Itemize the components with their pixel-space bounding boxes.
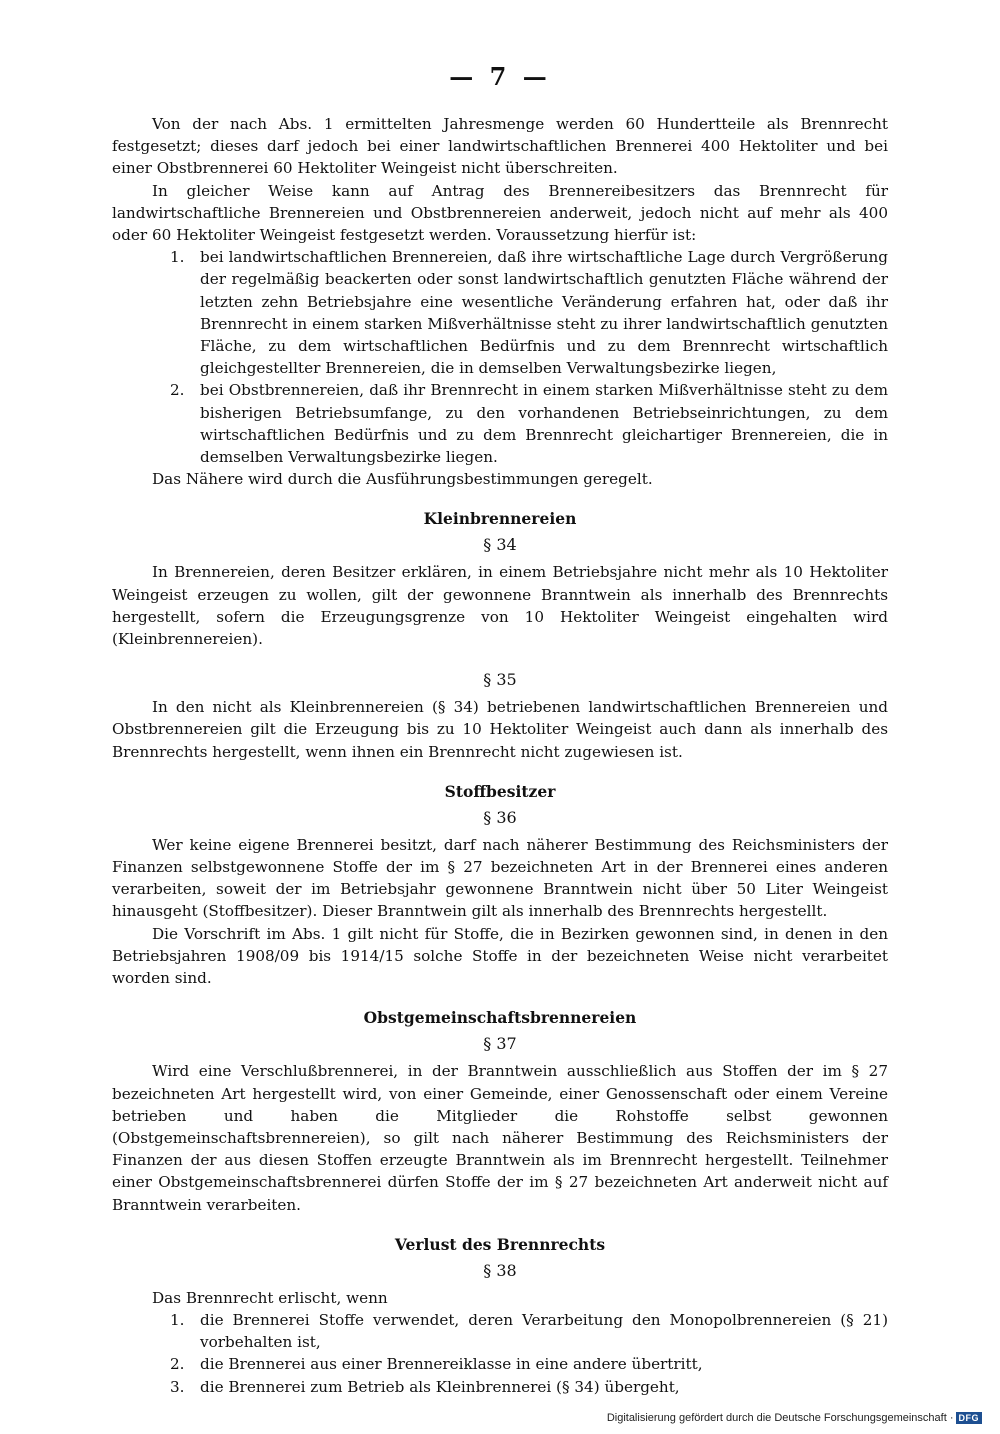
section-heading-kleinbrennereien: Kleinbrennereien [423,509,577,529]
list-item-text: die Brennerei zum Betrieb als Kleinbrennerei (§ 34) übergeht, [200,1377,680,1396]
list-item-number: 1. [170,248,185,267]
list-item-number: 2. [170,381,185,400]
page-number: — 7 — [449,62,551,91]
list-item-number: 3. [170,1377,185,1396]
paragraph-number-34: § 34 [483,535,517,555]
list-item [170,379,888,468]
list-item-text: bei Obstbrennereien, daß ihr Brennrecht in einem starken Mißverhältnisse steht zu dem bisherigen Betriebsumfange, zu den vorhandenen Betriebseinrichtungen, zu dem wirtschaftlichen Bedürfnis und zu dem Brennrecht gleichartiger Brennereien, die in demselben Verwaltungsbezirke liegen. [200,381,888,467]
section-36-text-2: Die Vorschrift im Abs. 1 gilt nicht für Stoffe, die in Bezirken gewonnen sind, in denen in den Betriebsjahren 1908/09 bis 1914/15 solche Stoffe in der bezeichneten Weise nicht verarbeitet worden sind. [112,924,888,988]
list-item [170,246,888,379]
document-page [112,62,888,1398]
intro-closing: Das Nähere wird durch die Ausführungsbestimmungen geregelt. [152,470,653,489]
digitization-footer [607,1412,982,1424]
section-heading-stoffbesitzer: Stoffbesitzer [444,781,556,801]
section-35-text: In den nicht als Kleinbrennereien (§ 34) betriebenen landwirtschaftlichen Brennereien und Obstbrennereien gilt die Erzeugung bis zu 10 Hektoliter Weingeist auch dann als innerhalb des Brennrechts hergestellt, wenn ihnen ein Brennrecht nicht zugewiesen ist. [112,698,888,761]
paragraph-number-37: § 37 [483,1034,517,1054]
section-heading-verlust-des-brennrechts: Verlust des Brennrechts [394,1234,606,1254]
paragraph-number-38: § 38 [483,1260,517,1280]
paragraph-number-36: § 36 [483,807,517,827]
section-36-text-1: Wer keine eigene Brennerei besitzt, darf nach näherer Bestimmung des Reichsministers der Finanzen selbstgewonnene Stoffe der im § 27 bezeichneten Art in der Brennerei eines anderen verarbeiten, soweit der im Betriebsjahr gewonnene Branntwein nicht über 50 Liter Weingeist hinausgeht (Stoffbesitzer). Dieser Branntwein gilt als innerhalb des Brennrechts hergestellt. [112,835,888,921]
section-38-list [112,1309,888,1398]
list-item [170,1353,888,1375]
list-item-text: bei landwirtschaftlichen Brennereien, daß ihre wirtschaftliche Lage durch Vergrößerung der regelmäßig beackerten oder sonst landwirtschaftlich genutzten Fläche während der letzten zehn Betriebsjahre eine wesentliche Veränderung erfahren hat, oder daß ihr Brennrecht in einem starken Mißverhältnisse steht zu ihrer landwirtschaftlich genutzten Fläche, zu dem wirtschaftlichen Bedürfnis und zu dem Brennrecht wirtschaftlich gleichgestellter Brennereien, die in demselben Verwaltungsbezirke liegen, [200,248,888,378]
paragraph-number-35: § 35 [483,670,517,690]
list-item [170,1309,888,1353]
footer-credit-text: Digitalisierung gefördert durch die Deutsche Forschungsgemeinschaft · [606,1412,954,1424]
section-38-intro: Das Brennrecht erlischt, wenn [152,1288,388,1307]
list-item-number: 1. [170,1310,185,1329]
list-item [170,1376,888,1398]
intro-paragraph-2: In gleicher Weise kann auf Antrag des Brennereibesitzers das Brennrecht für landwirtschaftliche Brennereien und Obstbrennereien anderweit, jedoch nicht auf mehr als 400 oder 60 Hektoliter Weingeist festgesetzt werden. Voraussetzung hierfür ist: [112,181,888,245]
list-item-number: 2. [170,1355,185,1374]
intro-paragraph-1: Von der nach Abs. 1 ermittelten Jahresmenge werden 60 Hundertteile als Brennrecht festgesetzt; dieses darf jedoch bei einer landwirtschaftlichen Brennerei 400 Hektoliter und bei einer Obstbrennerei 60 Hektoliter Weingeist nicht überschreiten. [112,115,888,178]
section-heading-obstgemeinschaftsbrennereien: Obstgemeinschaftsbrennereien [363,1008,637,1028]
section-37-text: Wird eine Verschlußbrennerei, in der Branntwein ausschließlich aus Stoffen der im § 27 bezeichneten Art hergestellt wird, von einer Gemeinde, einer Genossenschaft oder einem Vereine betrieben und haben die Mitglieder die Rohstoffe selbst gewonnen (Obstgemeinschaftsbrennereien), so gilt nach näherer Bestimmung des Reichsministers der Finanzen der aus diesen Stoffen erzeugte Branntwein als im Brennrecht hergestellt. Teilnehmer einer Obstgemeinschaftsbrennerei dürfen Stoffe der im § 27 bezeichneten Art anderweit nicht auf Branntwein verarbeiten. [112,1062,888,1214]
dfg-logo: DFG [956,1412,983,1424]
intro-list [112,246,888,468]
list-item-text: die Brennerei Stoffe verwendet, deren Verarbeitung den Monopolbrennereien (§ 21) vorbehalten ist, [200,1310,888,1352]
list-item-text: die Brennerei aus einer Brennereiklasse in eine andere übertritt, [200,1355,703,1374]
section-34-text: In Brennereien, deren Besitzer erklären, in einem Betriebsjahre nicht mehr als 10 Hektoliter Weingeist erzeugen zu wollen, gilt der gewonnene Branntwein als innerhalb des Brennrechts hergestellt, sofern die Erzeugungsgrenze von 10 Hektoliter Weingeist eingehalten wird (Kleinbrennereien). [112,563,888,649]
